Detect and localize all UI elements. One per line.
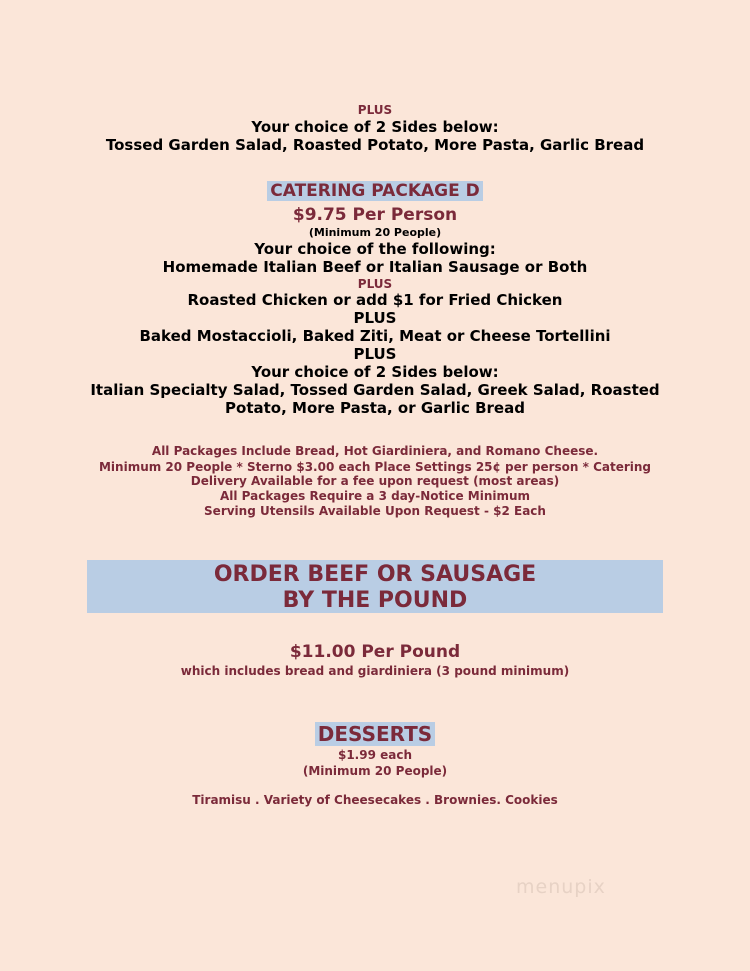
note-line: All Packages Require a 3 day-Notice Minimum (219, 489, 531, 503)
sides-list: Tossed Garden Salad, Roasted Potato, More Pasta, Garlic Bread (105, 136, 645, 154)
package-d-title-row (0, 181, 750, 201)
package-d-title: CATERING PACKAGE D (267, 181, 483, 201)
note-line: Serving Utensils Available Upon Request - $2 Each (204, 504, 546, 518)
package-d-meat: Homemade Italian Beef or Italian Sausage or Both (162, 258, 588, 276)
by-pound-details: which includes bread and giardiniera (3 pound minimum) (180, 664, 570, 678)
package-d-pasta: Baked Mostaccioli, Baked Ziti, Meat or Cheese Tortellini (139, 327, 611, 345)
note-line: All Packages Include Bread, Hot Giardiniera, and Romano Cheese. (151, 444, 599, 458)
package-d-choice-intro: Your choice of the following: (254, 240, 496, 258)
watermark-logo: menupix (516, 876, 606, 898)
package-d-minimum: (Minimum 20 People) (308, 226, 442, 239)
by-pound-banner (87, 560, 663, 613)
package-d-sides-intro: Your choice of 2 Sides below: (251, 363, 499, 381)
plus-label: PLUS (357, 277, 393, 291)
note-line: Minimum 20 People * Sterno $3.00 each Place Settings 25¢ per person * Catering (98, 460, 652, 474)
sides-intro: Your choice of 2 Sides below: (251, 118, 499, 136)
by-pound-title-line2: BY THE POUND (282, 588, 468, 613)
desserts-title: DESSERTS (315, 722, 435, 746)
desserts-items: Tiramisu . Variety of Cheesecakes . Brownies. Cookies (192, 793, 558, 807)
desserts-minimum: (Minimum 20 People) (302, 764, 448, 778)
desserts-title-row (0, 722, 750, 746)
package-d-sides-line1: Italian Specialty Salad, Tossed Garden Salad, Greek Salad, Roasted (90, 381, 660, 399)
package-d-price: $9.75 Per Person (292, 205, 458, 225)
desserts-price: $1.99 each (337, 748, 413, 762)
plus-label: PLUS (357, 103, 393, 117)
package-d-chicken: Roasted Chicken or add $1 for Fried Chicken (187, 291, 563, 309)
plus-label: PLUS (353, 345, 397, 363)
package-d-sides-line2: Potato, More Pasta, or Garlic Bread (225, 399, 525, 417)
by-pound-title-line1: ORDER BEEF OR SAUSAGE (213, 562, 537, 587)
by-pound-price: $11.00 Per Pound (289, 642, 461, 662)
note-line: Delivery Available for a fee upon request (most areas) (190, 474, 560, 488)
plus-label: PLUS (353, 309, 397, 327)
